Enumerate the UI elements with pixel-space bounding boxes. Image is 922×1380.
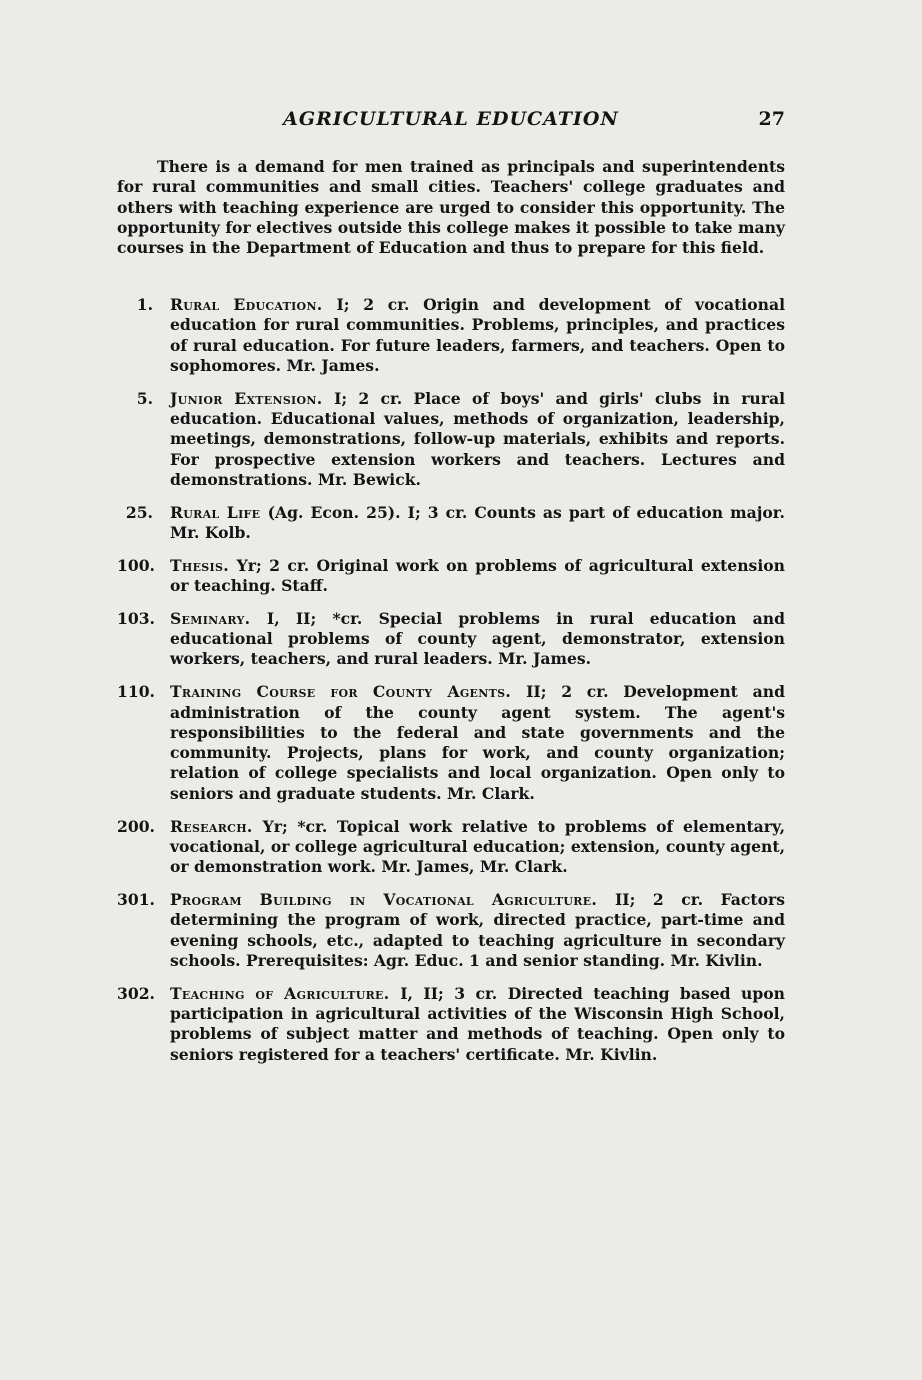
course-entry <box>117 890 785 971</box>
course-title: Rural Education. <box>170 295 337 314</box>
course-description: (Ag. Econ. 25). I; 3 cr. Counts as part of education major. Mr. Kolb. <box>170 502 785 542</box>
course-entry <box>117 984 785 1065</box>
course-number: 1. <box>136 295 153 314</box>
course-entry <box>117 295 785 376</box>
course-number: 5. <box>136 388 153 408</box>
course-number: 200. <box>117 816 155 836</box>
course-title: Seminary. <box>170 608 267 628</box>
course-title: Program Building in Vocational Agriculture. <box>170 889 615 909</box>
course-number: 302. <box>117 983 155 1003</box>
course-title: Junior Extension. <box>170 388 335 408</box>
course-list <box>117 295 785 1077</box>
course-number: 103. <box>117 608 155 628</box>
course-description: I, II; 3 cr. Directed teaching based upon participation in agricultural activities of the Wisconsin High School, problems of subject matter and methods of teaching. Open only to seniors registered for a teachers' certificate. Mr. Kivlin. <box>170 983 785 1064</box>
course-entry <box>117 609 785 670</box>
course-title: Research. <box>170 816 263 836</box>
course-description: Yr; 2 cr. Original work on problems of agricultural extension or teaching. Staff. <box>170 555 785 596</box>
course-description: Yr; *cr. Topical work relative to problems of elementary, vocational, or college agricultural education; extension, county agent, or demonstration work. Mr. James, Mr. Clark. <box>170 816 785 877</box>
course-description: I; 2 cr. Place of boys' and girls' clubs in rural education. Educational values, methods of organization, leadership, meetings, demonstrations, follow-up materials, exhibits and reports. For prospective extension workers and teachers. Lectures and demonstrations. Mr. Bewick. <box>170 388 785 489</box>
course-entry <box>117 389 785 490</box>
course-number: 25. <box>125 502 153 522</box>
page-header <box>117 108 785 134</box>
course-title: Thesis. <box>170 555 237 575</box>
course-number: 110. <box>117 682 155 702</box>
course-description: I; 2 cr. Origin and development of vocational education for rural communities. Problems, principles, and practices of rural education. For future leaders, farmers, and teachers. Open to sophomores. Mr. James. <box>170 295 785 375</box>
course-entry <box>117 682 785 804</box>
course-title: Training Course for County Agents. <box>170 682 527 702</box>
course-number: 301. <box>117 889 155 909</box>
course-description: II; 2 cr. Development and administration of the county agent system. The agent's responsibilities to the federal and state governments and the community. Projects, plans for work, and county organization; relation of college specialists and local organization. Open only to seniors and graduate students. Mr. Clark. <box>170 682 785 803</box>
course-description: II; 2 cr. Factors determining the program of work, directed practice, part-time and evening schools, etc., adapted to teaching agriculture in secondary schools. Prerequisites: Agr. Educ. 1 and senior standing. Mr. Kivlin. <box>170 889 785 970</box>
course-description: I, II; *cr. Special problems in rural education and educational problems of county agent, demonstrator, extension workers, teachers, and rural leaders. Mr. James. <box>170 608 785 669</box>
course-title: Teaching of Agriculture. <box>170 983 401 1003</box>
intro-paragraph: There is a demand for men trained as principals and superintendents for rural communities and small cities. Teachers' college graduates and others with teaching experience are urged to consider this opportunity. The opportunity for electives outside this college makes it possible to take many courses in the Department of Education and thus to prepare for this field. <box>117 157 785 258</box>
course-title: Rural Life <box>170 502 268 522</box>
course-entry <box>117 556 785 597</box>
page-number: 27 <box>758 108 785 130</box>
running-title: AGRICULTURAL EDUCATION <box>283 108 619 130</box>
course-entry <box>117 817 785 878</box>
course-number: 100. <box>117 555 155 575</box>
course-entry <box>117 503 785 544</box>
